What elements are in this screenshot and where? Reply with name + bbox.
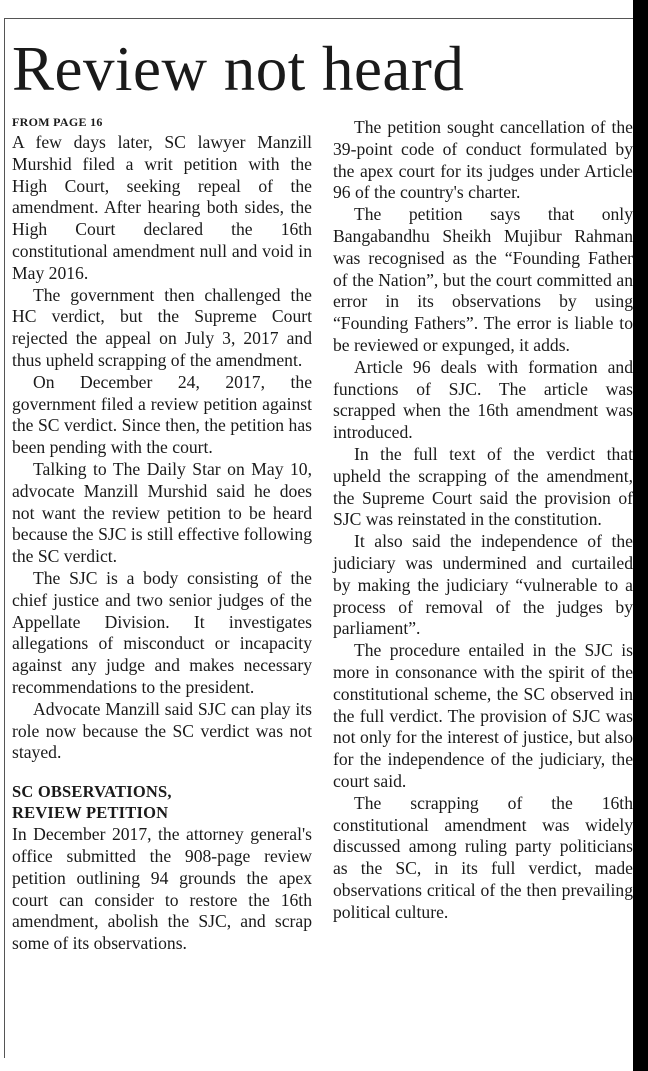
left-column [12, 113, 312, 955]
paragraph: The scrapping of the 16th constitutional amendment was widely discussed among ruling party politicians as the SC, in its full verdict, made observations critical of the then prevailing political culture. [333, 792, 633, 922]
subheading-line: REVIEW PETITION [12, 803, 169, 823]
paragraph: The government then challenged the HC verdict, but the Supreme Court rejected the appeal on July 3, 2017 and thus upheld scrapping of the amendment. [12, 284, 312, 370]
paragraph: A few days later, SC lawyer Manzill Murshid filed a writ petition with the High Court, seeking repeal of the amendment. After hearing both sides, the High Court declared the 16th constitutional amendment null and void in May 2016. [12, 132, 312, 283]
paragraph: The procedure entailed in the SJC is more in consonance with the spirit of the constitutional scheme, the SC observed in the full verdict. The provision of SJC was not only for the interest of justice, but also for the independence of the judiciary, the court said. [333, 640, 633, 791]
top-rule [4, 18, 634, 19]
paragraph: Article 96 deals with formation and functions of SJC. The article was scrapped when the 16th amendment was introduced. [333, 356, 633, 443]
paragraph: In December 2017, the attorney general's office submitted the 908-page review petition outlining 94 grounds the apex court can consider to restore the 16th amendment, abolish the SJC, and scrap some of its observations. [12, 824, 312, 954]
paragraph: The petition sought cancellation of the 39-point code of conduct formulated by the apex court for its judges under Article 96 of the country's charter. [333, 117, 633, 203]
subheading-line: SC OBSERVATIONS, [12, 782, 172, 802]
paragraph: It also said the independence of the judiciary was undermined and curtailed by making the judiciary “vulnerable to a process of removal of the judges by parliament”. [333, 531, 633, 639]
paragraph: In the full text of the verdict that upheld the scrapping of the amendment, the Supreme Court said the provision of SJC was reinstated in the constitution. [333, 443, 633, 530]
right-border [633, 0, 648, 1071]
paragraph: Talking to The Daily Star on May 10, advocate Manzill Murshid said he does not want the review petition to be heard because the SJC is still effective following the SC verdict. [12, 458, 312, 567]
subheading [12, 781, 312, 823]
paragraph: Advocate Manzill said SJC can play its role now because the SC verdict was not stayed. [12, 698, 312, 763]
paragraph: On December 24, 2017, the government filed a review petition against the SC verdict. Since then, the petition has been pending with the court. [12, 371, 312, 458]
kicker: FROM PAGE 16 [12, 115, 103, 129]
paragraph: The SJC is a body consisting of the chief justice and two senior judges of the Appellate Division. It investigates allegations of misconduct or incapacity against any judge and makes necessary recommendations to the president. [12, 567, 312, 697]
right-column [333, 117, 633, 923]
headline: Review not heard [12, 34, 465, 104]
left-rule [4, 18, 5, 1058]
paragraph: The petition says that only Bangabandhu Sheikh Mujibur Rahman was recognised as the “Founding Father of the Nation”, but the court committed an error in its observations by using “Founding Fathers”. The error is liable to be reviewed or expunged, it adds. [333, 204, 633, 355]
